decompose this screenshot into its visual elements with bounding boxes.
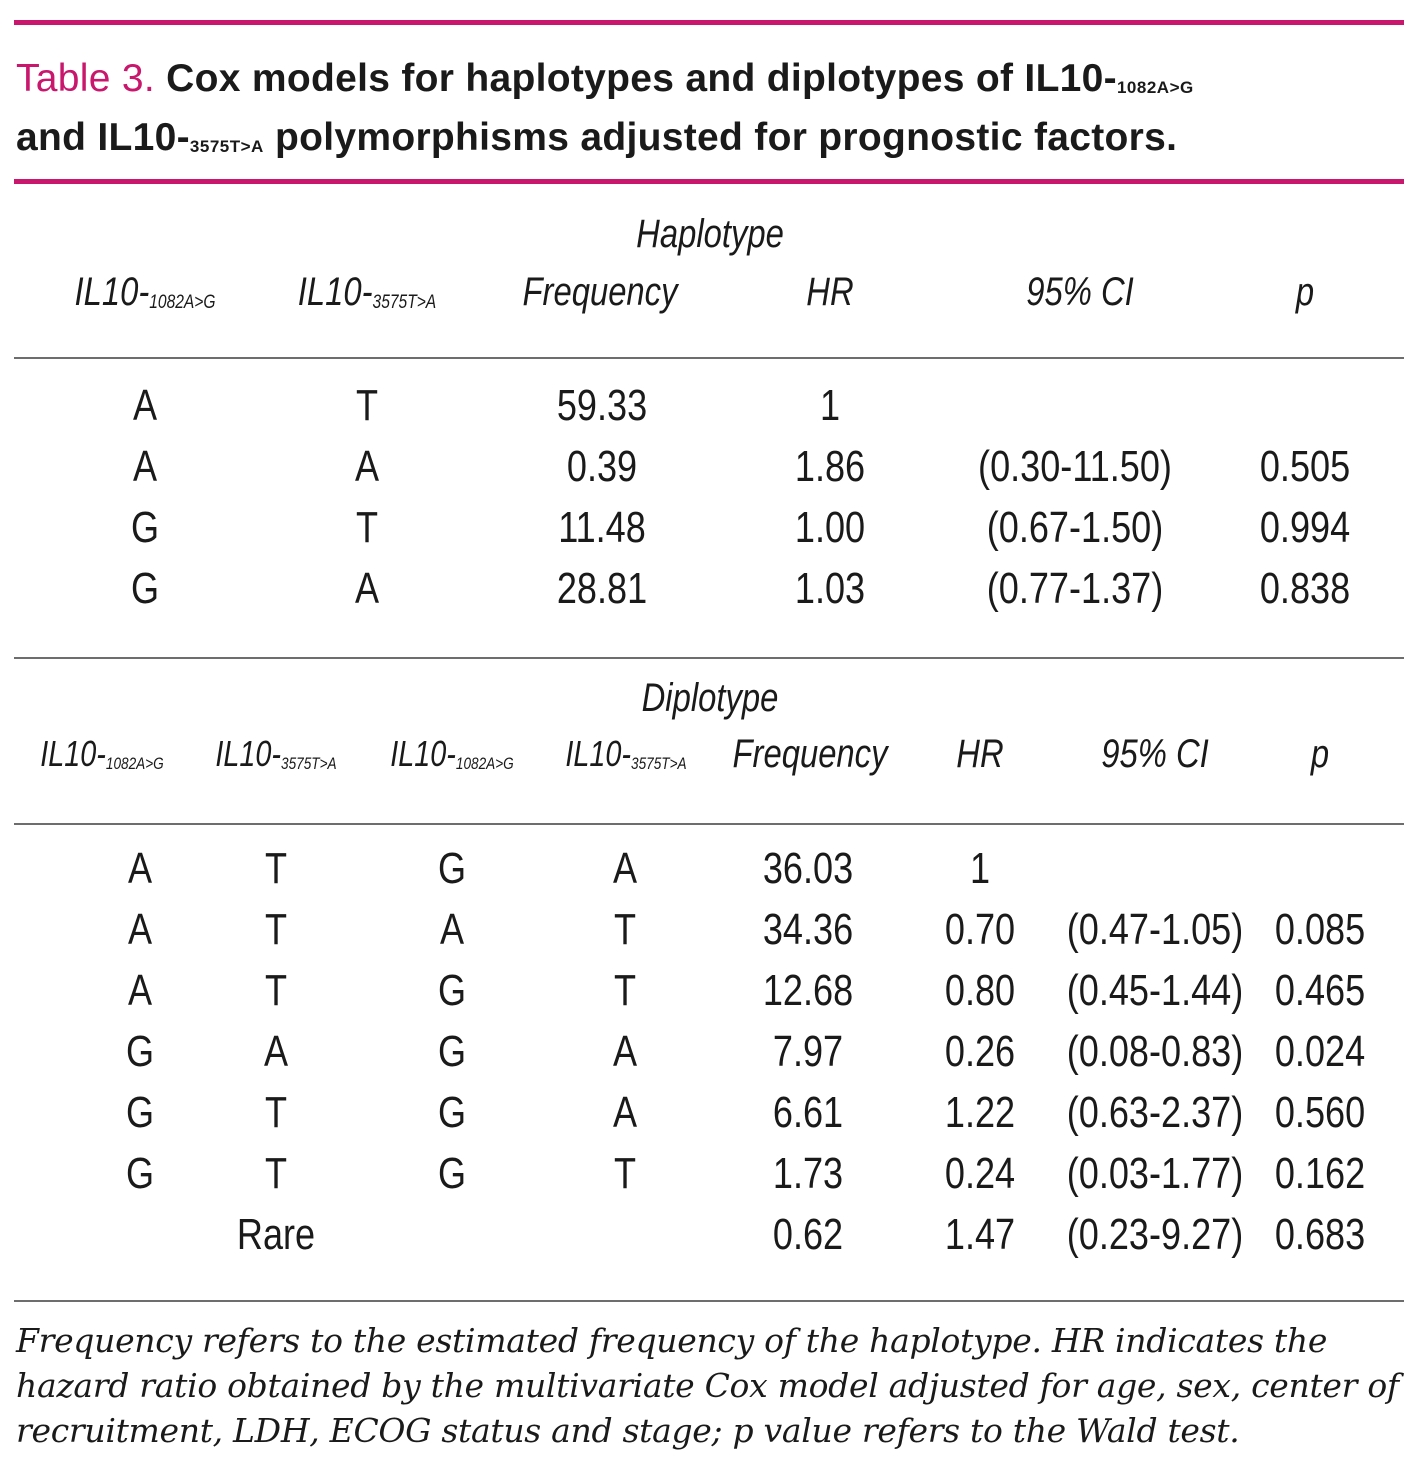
section-divider-rule [14,657,1404,659]
haplotype-group-label: Haplotype [636,212,784,256]
haplotype-cell-a: A [132,381,158,430]
diplotype-cell-c: G [437,966,467,1015]
diplotype-cell-ci: (0.47-1.05) [1066,905,1244,954]
haplotype-cell-a: G [130,564,160,613]
table-title [16,54,1406,172]
diplotype-cell-c: G [437,844,467,893]
title-text-1: Cox models for haplotypes and diplotypes of IL10- [166,57,1117,100]
diplotype-cell-hr: 0.26 [944,1027,1016,1076]
diplotype-cell-a: G [125,1088,155,1137]
diplotype-cell-d: T [613,1149,637,1198]
haplotype-header-il10-1082: $IL10-_{1082A>G}$ [74,270,216,314]
diplotype-header-frequency: Frequency [732,732,888,776]
diplotype-cell-b: T [264,966,288,1015]
diplotype-cell-b: T [264,1088,288,1137]
haplotype-cell-hr: 1.00 [794,503,866,552]
haplotype-cell-b: T [355,381,379,430]
haplotype-cell-ci: (0.67-1.50) [986,503,1164,552]
haplotype-cell-hr: 1 [819,381,841,430]
footnote-rule [14,1300,1404,1302]
diplotype-header-rule [14,823,1404,825]
diplotype-cell-d: A [612,844,638,893]
diplotype-cell-a: A [127,905,153,954]
haplotype-cell-b: A [354,442,380,491]
diplotype-cell-ci: (0.63-2.37) [1066,1088,1244,1137]
haplotype-header-ci: 95% CI [1026,270,1134,314]
diplotype-cell-a: G [125,1149,155,1198]
haplotype-cell-ci: (0.77-1.37) [986,564,1164,613]
haplotype-header-rule [14,357,1404,359]
diplotype-cell-p: 0.560 [1274,1088,1366,1137]
diplotype-cell-b: A [263,1027,289,1076]
haplotype-header-frequency: Frequency [522,270,678,314]
title-subscript-1: 1082A>G [1116,78,1194,97]
diplotype-cell-c: A [439,905,465,954]
title-bottom-rule [14,179,1404,184]
diplotype-cell-p: 0.024 [1274,1027,1366,1076]
haplotype-cell-p: 0.505 [1259,442,1351,491]
haplotype-cell-p: 0.838 [1259,564,1351,613]
diplotype-cell-b: T [264,1149,288,1198]
diplotype-cell-c: G [437,1149,467,1198]
diplotype-cell-b: T [264,905,288,954]
diplotype-header-il10-3575-a: $IL10-_{3575T>A}$ [215,733,337,774]
diplotype-header-il10-1082-b: $IL10-_{1082A>G}$ [390,733,514,774]
title-subscript-2: 3575T>A [189,137,264,156]
haplotype-header-hr: HR [806,270,854,314]
diplotype-header-p: p [1310,732,1330,776]
diplotype-cell-hr: 1.47 [944,1210,1016,1259]
haplotype-cell-b: T [355,503,379,552]
diplotype-cell-a: A [127,844,153,893]
diplotype-cell-frequency: 6.61 [772,1088,844,1137]
diplotype-cell-a: A [127,966,153,1015]
diplotype-group-label: Diplotype [641,676,779,720]
diplotype-header-hr: HR [956,732,1004,776]
title-text-2: and IL10- [16,116,190,159]
haplotype-cell-frequency: 28.81 [556,564,648,613]
table-footnote: Frequency refers to the estimated frequency of the haplotype. HR indicates the hazard ratio obtained by the multivariate Cox model adjusted for age, sex, center of recruitment, LDH, ECOG status and stage; p value refers to the Wald test. [16,1321,1399,1450]
haplotype-cell-frequency: 11.48 [558,503,646,552]
diplotype-cell-p: 0.683 [1274,1210,1366,1259]
diplotype-cell-p: 0.162 [1274,1149,1366,1198]
diplotype-cell-p: 0.085 [1274,905,1366,954]
diplotype-cell-hr: 1.22 [944,1088,1016,1137]
diplotype-cell-a: G [125,1027,155,1076]
diplotype-cell-d: A [612,1088,638,1137]
haplotype-cell-ci: (0.30-11.50) [978,442,1172,491]
diplotype-cell-ci: (0.08-0.83) [1066,1027,1244,1076]
diplotype-cell-hr: 0.80 [944,966,1016,1015]
diplotype-cell-ci: (0.45-1.44) [1066,966,1244,1015]
diplotype-header-il10-1082-a: $IL10-_{1082A>G}$ [40,733,164,774]
haplotype-cell-a: A [132,442,158,491]
diplotype-cell-frequency: 0.62 [772,1210,844,1259]
diplotype-cell-frequency: 1.73 [772,1149,844,1198]
title-text-3: polymorphisms adjusted for prognostic factors. [274,116,1178,159]
diplotype-cell-d: T [613,966,637,1015]
haplotype-cell-hr: 1.03 [794,564,866,613]
diplotype-cell-frequency: 36.03 [762,844,854,893]
diplotype-cell-c: G [437,1027,467,1076]
diplotype-header-ci: 95% CI [1101,732,1209,776]
diplotype-cell-d: A [612,1027,638,1076]
diplotype-cell-frequency: 34.36 [762,905,854,954]
haplotype-header-il10-3575: $IL10-_{3575T>A}$ [297,270,437,314]
diplotype-header-il10-3575-b: $IL10-_{3575T>A}$ [565,733,687,774]
diplotype-cell-frequency: 12.68 [762,966,854,1015]
diplotype-cell-ci: (0.23-9.27) [1066,1210,1244,1259]
haplotype-cell-p: 0.994 [1259,503,1351,552]
haplotype-header-p: p [1295,270,1315,314]
diplotype-cell-c: G [437,1088,467,1137]
diplotype-rare-label: Rare [236,1210,316,1259]
title-top-rule [14,20,1404,25]
haplotype-cell-hr: 1.86 [794,442,866,491]
table-label: Table 3. [16,57,155,100]
diplotype-cell-ci: (0.03-1.77) [1066,1149,1244,1198]
diplotype-cell-p: 0.465 [1274,966,1366,1015]
diplotype-cell-b: T [264,844,288,893]
diplotype-cell-d: T [613,905,637,954]
diplotype-cell-hr: 1 [969,844,991,893]
diplotype-cell-frequency: 7.97 [772,1027,844,1076]
haplotype-cell-a: G [130,503,160,552]
diplotype-cell-hr: 0.24 [944,1149,1016,1198]
haplotype-cell-frequency: 59.33 [556,381,648,430]
diplotype-cell-hr: 0.70 [944,905,1016,954]
haplotype-cell-b: A [354,564,380,613]
haplotype-cell-frequency: 0.39 [566,442,638,491]
